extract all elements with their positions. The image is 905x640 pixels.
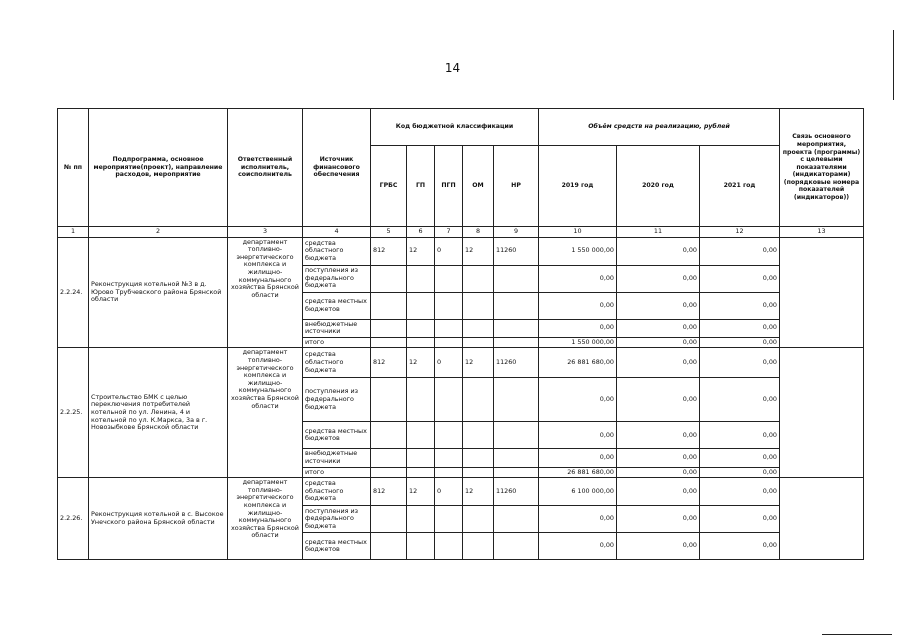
total-2021: 0,00	[700, 337, 780, 348]
row-name: Реконструкция котельной в с. Высокое Унечского района Брянской области	[89, 478, 228, 560]
table-row	[58, 348, 864, 378]
row-name: Строительство БМК с целью переключения потребителей котельной по ул. Ленина, 4 и котельной по ул. К.Маркса, 3а в г. Новозыбкове Брянской области	[89, 348, 228, 478]
code-gp: 12	[407, 478, 435, 506]
value-2019: 0,00	[539, 378, 617, 422]
table-row	[58, 237, 864, 265]
header-num: № пп	[58, 109, 89, 227]
value-2019: 26 881 680,00	[539, 348, 617, 378]
total-2019: 26 881 680,00	[539, 467, 617, 478]
value-2020: 0,00	[617, 265, 700, 292]
value-2019: 0,00	[539, 265, 617, 292]
source-federal: поступления из федерального бюджета	[303, 378, 371, 422]
col-index: 1	[58, 227, 89, 238]
col-index: 12	[700, 227, 780, 238]
row-executor: департамент топливно-энергетического комплекса и жилищно-коммунального хозяйства Брянской области	[228, 237, 303, 348]
row-name: Реконструкция котельной №3 в д. Юрово Трубчевского района Брянской области	[89, 237, 228, 348]
code-grbs: 812	[371, 237, 407, 265]
value-2019: 0,00	[539, 319, 617, 337]
source-local: средства местных бюджетов	[303, 422, 371, 449]
edge-line-right	[893, 30, 894, 100]
value-2019: 0,00	[539, 292, 617, 319]
table-row	[58, 478, 864, 506]
value-2021: 0,00	[700, 422, 780, 449]
code-nr: 11260	[494, 478, 539, 506]
row-link	[780, 348, 864, 478]
value-2019: 0,00	[539, 422, 617, 449]
value-2019: 0,00	[539, 506, 617, 533]
value-2021: 0,00	[700, 292, 780, 319]
value-2021: 0,00	[700, 265, 780, 292]
header-executor: Ответственный исполнитель, соисполнитель	[228, 109, 303, 227]
col-index: 2	[89, 227, 228, 238]
row-num: 2.2.24.	[58, 237, 89, 348]
code-gp: 12	[407, 348, 435, 378]
code-grbs: 812	[371, 348, 407, 378]
value-2020: 0,00	[617, 319, 700, 337]
header-budget-code: Код бюджетной классификации	[371, 109, 539, 146]
source-extra: внебюджетные источники	[303, 319, 371, 337]
source-local: средства местных бюджетов	[303, 533, 371, 560]
col-index: 6	[407, 227, 435, 238]
code-nr: 11260	[494, 348, 539, 378]
code-pgp: 0	[435, 237, 463, 265]
code-om: 12	[463, 478, 494, 506]
value-2019: 6 100 000,00	[539, 478, 617, 506]
value-2021: 0,00	[700, 506, 780, 533]
header-link: Связь основного мероприятия, проекта (программы) с целевыми показателями (индикаторами) (порядковые номера показателей (индикаторов))	[780, 109, 864, 227]
row-num: 2.2.25.	[58, 348, 89, 478]
col-index: 4	[303, 227, 371, 238]
source-federal: поступления из федерального бюджета	[303, 265, 371, 292]
budget-table	[57, 108, 864, 560]
header-2020: 2020 год	[617, 146, 700, 227]
source-extra: внебюджетные источники	[303, 449, 371, 467]
total-2021: 0,00	[700, 467, 780, 478]
col-index: 9	[494, 227, 539, 238]
col-index: 5	[371, 227, 407, 238]
value-2019: 0,00	[539, 449, 617, 467]
value-2021: 0,00	[700, 237, 780, 265]
source-federal: поступления из федерального бюджета	[303, 506, 371, 533]
source-total: итого	[303, 337, 371, 348]
header-source: Источник финансового обеспечения	[303, 109, 371, 227]
header-nr: НР	[494, 146, 539, 227]
value-2019: 1 550 000,00	[539, 237, 617, 265]
value-2021: 0,00	[700, 378, 780, 422]
code-pgp: 0	[435, 348, 463, 378]
code-om: 12	[463, 237, 494, 265]
header-grbs: ГРБС	[371, 146, 407, 227]
value-2020: 0,00	[617, 348, 700, 378]
value-2021: 0,00	[700, 533, 780, 560]
code-pgp: 0	[435, 478, 463, 506]
value-2020: 0,00	[617, 422, 700, 449]
value-2020: 0,00	[617, 506, 700, 533]
value-2019: 0,00	[539, 533, 617, 560]
edge-line-bottom	[822, 634, 892, 635]
page-number: 14	[444, 61, 461, 75]
source-regional: средства областного бюджета	[303, 237, 371, 265]
header-program: Подпрограмма, основное мероприятие(проект), направление расходов, мероприятие	[89, 109, 228, 227]
total-2020: 0,00	[617, 467, 700, 478]
row-executor: департамент топливно-энергетического комплекса и жилищно-коммунального хозяйства Брянской области	[228, 478, 303, 560]
header-2019: 2019 год	[539, 146, 617, 227]
value-2021: 0,00	[700, 348, 780, 378]
source-local: средства местных бюджетов	[303, 292, 371, 319]
col-index: 3	[228, 227, 303, 238]
value-2020: 0,00	[617, 533, 700, 560]
row-link	[780, 478, 864, 560]
col-index: 8	[463, 227, 494, 238]
header-2021: 2021 год	[700, 146, 780, 227]
header-pgp: ПГП	[435, 146, 463, 227]
value-2021: 0,00	[700, 319, 780, 337]
value-2020: 0,00	[617, 378, 700, 422]
col-index: 10	[539, 227, 617, 238]
col-index: 7	[435, 227, 463, 238]
col-index: 13	[780, 227, 864, 238]
value-2021: 0,00	[700, 478, 780, 506]
code-gp: 12	[407, 237, 435, 265]
row-link	[780, 237, 864, 348]
source-total: итого	[303, 467, 371, 478]
header-om: ОМ	[463, 146, 494, 227]
col-index: 11	[617, 227, 700, 238]
column-index-row	[58, 227, 864, 238]
header-gp: ГП	[407, 146, 435, 227]
row-num: 2.2.26.	[58, 478, 89, 560]
code-om: 12	[463, 348, 494, 378]
value-2020: 0,00	[617, 449, 700, 467]
code-nr: 11260	[494, 237, 539, 265]
row-executor: департамент топливно-энергетического комплекса и жилищно-коммунального хозяйства Брянской области	[228, 348, 303, 478]
total-2020: 0,00	[617, 337, 700, 348]
header-row-1	[58, 109, 864, 146]
code-grbs: 812	[371, 478, 407, 506]
total-2019: 1 550 000,00	[539, 337, 617, 348]
source-regional: средства областного бюджета	[303, 478, 371, 506]
source-regional: средства областного бюджета	[303, 348, 371, 378]
value-2020: 0,00	[617, 478, 700, 506]
value-2021: 0,00	[700, 449, 780, 467]
value-2020: 0,00	[617, 237, 700, 265]
header-volume: Объём средств на реализацию, рублей	[539, 109, 780, 146]
value-2020: 0,00	[617, 292, 700, 319]
